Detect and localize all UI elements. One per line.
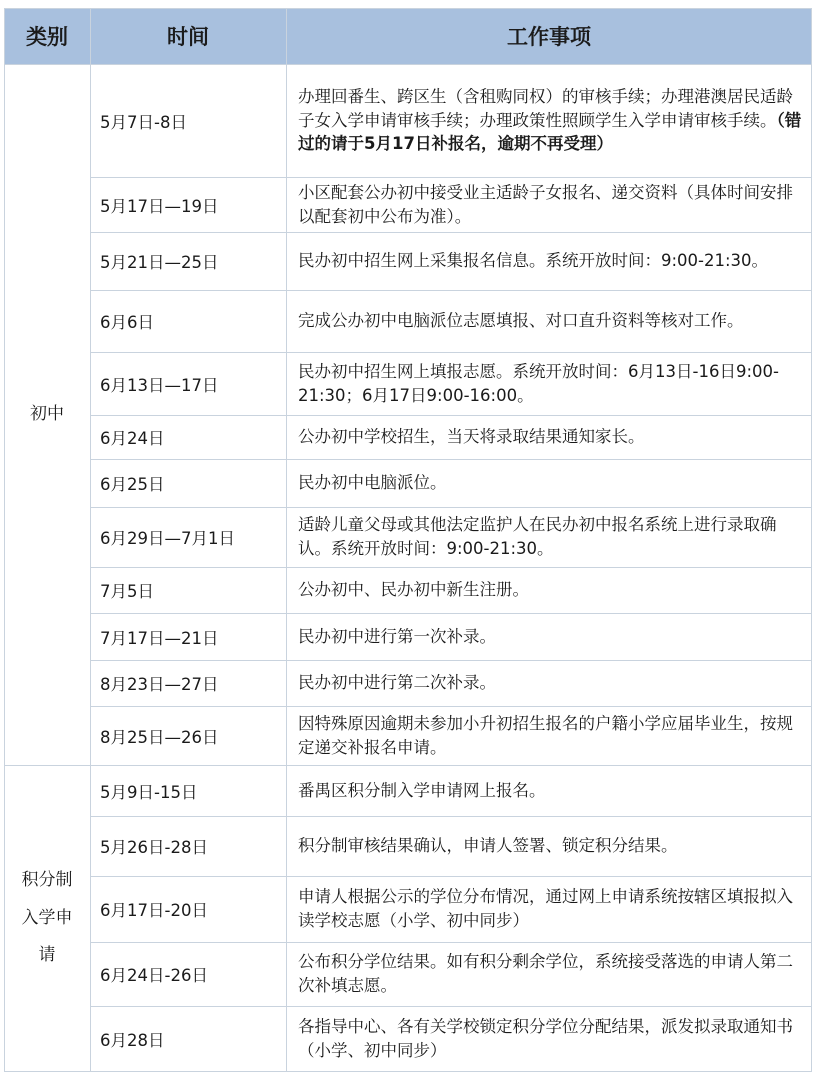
row-time: 5月21日—25日 [100, 253, 219, 272]
schedule-table [4, 8, 812, 1072]
row-task: 公办初中、民办初中新生注册。 [298, 580, 529, 600]
row-divider [90, 352, 812, 353]
column-divider [90, 8, 91, 1072]
row-divider [90, 613, 812, 614]
row-time: 7月5日 [100, 582, 154, 601]
row-time: 8月25日—26日 [100, 727, 219, 747]
row-divider [90, 177, 812, 178]
header-category: 类别 [4, 8, 90, 64]
row-time: 6月25日 [100, 475, 165, 494]
row-time: 6月13日—17日 [100, 375, 219, 395]
row-time: 7月17日—21日 [100, 628, 219, 648]
row-task: 公办初中学校招生，当天将录取结果通知家长。 [298, 427, 645, 447]
row-divider [90, 942, 812, 943]
row-task: 适龄儿童父母或其他法定监护人在民办初中报名系统上进行录取确认。系统开放时间：9:00-21:30。 [298, 515, 777, 558]
row-divider [90, 660, 812, 661]
row-time: 6月6日 [100, 313, 154, 332]
row-time: 5月9日-15日 [100, 782, 198, 802]
row-task: 公布积分学位结果。如有积分剩余学位，系统接受落选的申请人第二次补填志愿。 [298, 952, 793, 995]
row-divider [90, 816, 812, 817]
category-junior-high: 初中 [30, 403, 64, 424]
row-divider [90, 1006, 812, 1007]
row-task: 小区配套公办初中接受业主适龄子女报名、递交资料（具体时间安排以配套初中公布为准）。 [298, 182, 793, 226]
row-time: 6月28日 [100, 1031, 165, 1050]
column-divider [286, 8, 287, 1072]
row-divider [90, 459, 812, 460]
header-time: 时间 [90, 8, 286, 64]
row-divider [4, 64, 812, 65]
row-divider [90, 290, 812, 291]
header-task: 工作事项 [286, 8, 812, 64]
row-time: 5月26日-28日 [100, 838, 208, 857]
row-time: 5月17日—19日 [100, 196, 219, 216]
row-task-text: 办理回番生、跨区生（含租购同权）的审核手续；办理港澳居民适龄子女入学申请审核手续；办理政策性照顾学生入学申请审核手续。 [298, 86, 793, 130]
row-task: 民办初中电脑派位。 [298, 473, 447, 493]
row-divider [90, 706, 812, 707]
category-points-admission: 积分制入学申请 [21, 870, 73, 966]
row-time: 5月7日-8日 [100, 112, 187, 132]
row-task: 民办初中进行第二次补录。 [298, 673, 496, 693]
row-divider [90, 232, 812, 233]
row-task: 民办初中招生网上采集报名信息。系统开放时间：9:00-21:30。 [298, 251, 769, 271]
row-task: 各指导中心、各有关学校锁定积分学位分配结果，派发拟录取通知书（小学、初中同步） [298, 1017, 793, 1060]
row-time: 8月23日—27日 [100, 675, 219, 694]
row-task: 积分制审核结果确认，申请人签署、锁定积分结果。 [298, 836, 678, 856]
row-time: 6月17日-20日 [100, 901, 208, 920]
row-time: 6月24日-26日 [100, 966, 208, 985]
row-divider [90, 876, 812, 877]
row-task-note: （错过的请于5月17日补报名，逾期不再受理） [298, 110, 802, 154]
row-task: 因特殊原因逾期未参加小升初招生报名的户籍小学应届毕业生，按规定递交补报名申请。 [298, 713, 793, 757]
row-task: 民办初中招生网上填报志愿。系统开放时间：6月13日-16日9:00-21:30；6月17日9:00-16:00。 [298, 361, 779, 405]
row-time: 6月24日 [100, 429, 165, 448]
row-task: 申请人根据公示的学位分布情况，通过网上申请系统按辖区填报拟入读学校志愿（小学、初中同步） [298, 887, 793, 930]
row-divider [90, 507, 812, 508]
row-divider [90, 415, 812, 416]
row-task: 番禺区积分制入学申请网上报名。 [298, 780, 546, 800]
row-divider [4, 765, 812, 766]
table-border [4, 8, 812, 1072]
row-task: 民办初中进行第一次补录。 [298, 626, 496, 646]
row-time: 6月29日—7月1日 [100, 529, 235, 548]
row-divider [90, 567, 812, 568]
row-task: 完成公办初中电脑派位志愿填报、对口直升资料等核对工作。 [298, 311, 744, 331]
